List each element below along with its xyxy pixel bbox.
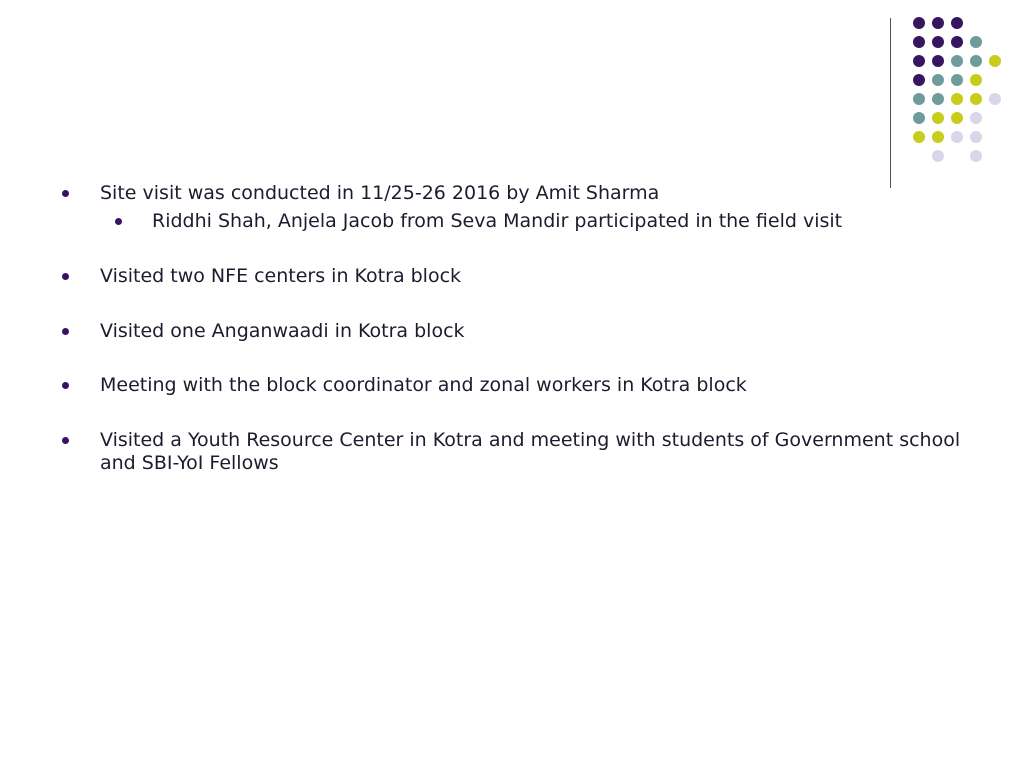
- bullet-block-meeting: Meeting with the block coordinator and zonal workers in Kotra block: [100, 374, 980, 397]
- decorative-dot: [970, 131, 982, 143]
- decorative-dot: [932, 36, 944, 48]
- decorative-dot: [951, 17, 963, 29]
- decorative-dot: [913, 93, 925, 105]
- decorative-dot: [970, 112, 982, 124]
- decorative-dot: [951, 36, 963, 48]
- decorative-dot: [951, 131, 963, 143]
- decorative-dot: [989, 93, 1001, 105]
- decorative-dot: [989, 55, 1001, 67]
- decorative-dot: [913, 131, 925, 143]
- bullet-nfe-centers: Visited two NFE centers in Kotra block: [100, 265, 980, 288]
- bullet-anganwaadi: Visited one Anganwaadi in Kotra block: [100, 320, 980, 343]
- decorative-dot: [932, 17, 944, 29]
- decorative-dot: [932, 131, 944, 143]
- decorative-dot: [932, 93, 944, 105]
- decorative-dot: [951, 112, 963, 124]
- decorative-dot: [932, 112, 944, 124]
- decorative-dot: [970, 36, 982, 48]
- bullet-youth-resource-center: Visited a Youth Resource Center in Kotra and meeting with students of Government school and SBI-YoI Fellows: [100, 429, 980, 475]
- decorative-dot: [913, 74, 925, 86]
- bullet-site-visit: Site visit was conducted in 11/25-26 2016 by Amit Sharma: [100, 182, 980, 205]
- decorative-dot: [951, 55, 963, 67]
- decorative-dot: [970, 55, 982, 67]
- decorative-dot: [913, 112, 925, 124]
- decorative-dot: [951, 74, 963, 86]
- sub-bullet-participants: Riddhi Shah, Anjela Jacob from Seva Mandir participated in the field visit: [152, 210, 972, 233]
- decorative-dot-grid: [0, 0, 1024, 200]
- vertical-divider: [890, 18, 891, 188]
- decorative-dot: [951, 93, 963, 105]
- decorative-dot: [932, 55, 944, 67]
- decorative-dot: [970, 93, 982, 105]
- decorative-dot: [970, 150, 982, 162]
- decorative-dot: [913, 17, 925, 29]
- decorative-dot: [913, 55, 925, 67]
- decorative-dot: [913, 36, 925, 48]
- decorative-dot: [970, 74, 982, 86]
- decorative-dot: [932, 150, 944, 162]
- decorative-dot: [932, 74, 944, 86]
